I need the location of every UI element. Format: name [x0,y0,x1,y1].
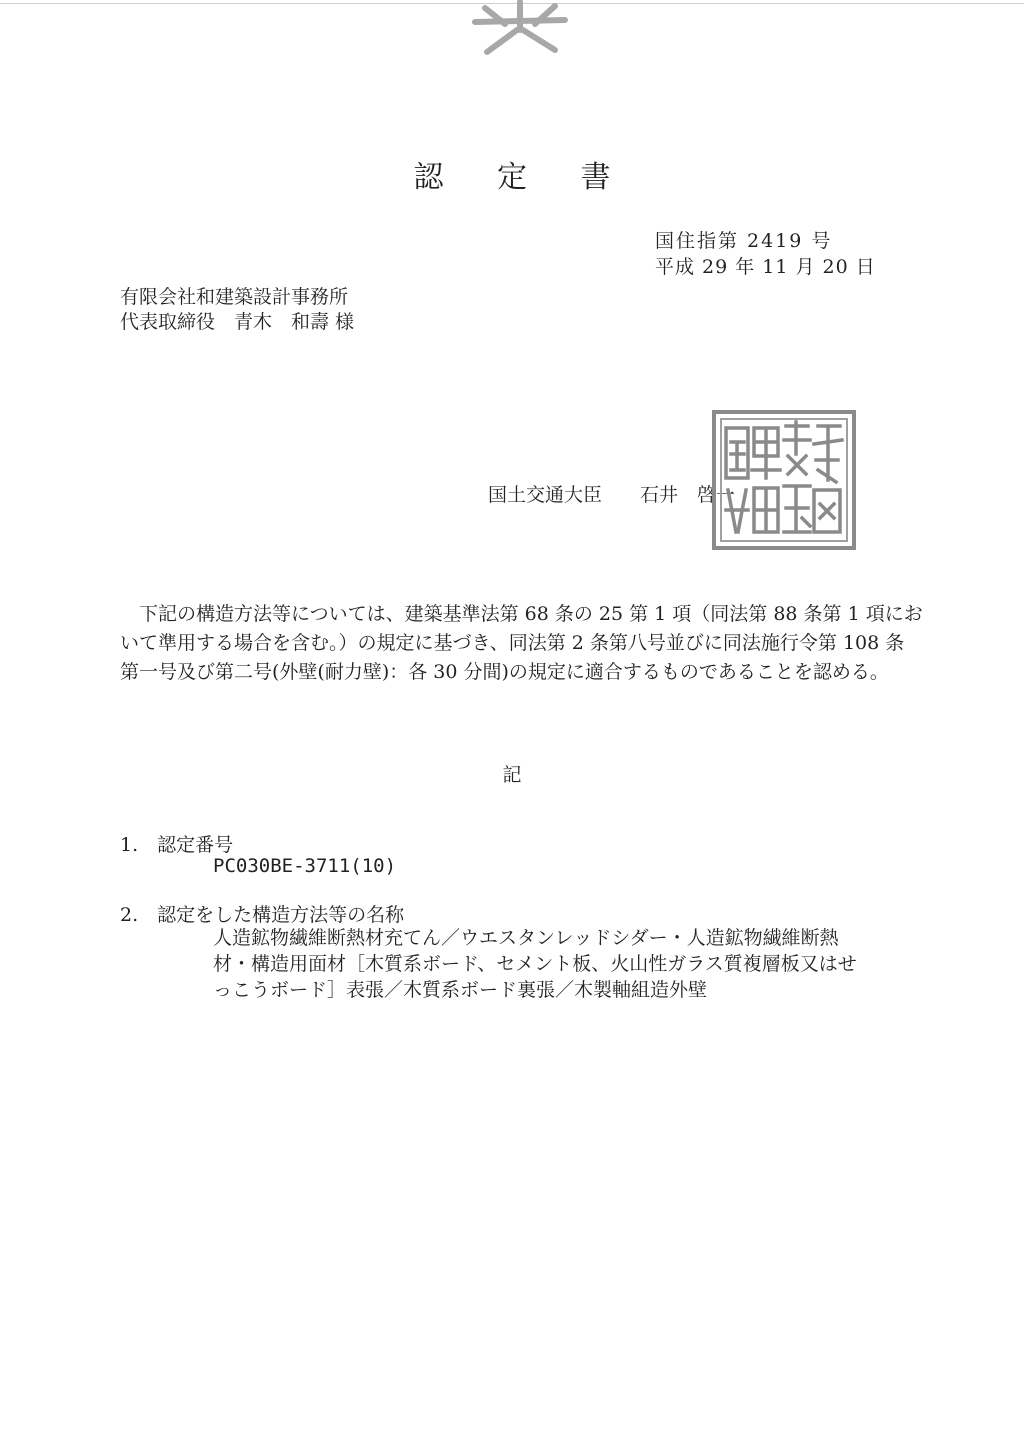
item-2-heading: 2. 認定をした構造方法等の名称 [120,904,405,926]
item-2-line: 人造鉱物繊維断熱材充てん／ウエスタンレッドシダー・人造鉱物繊維断熱 [213,927,839,949]
body-line: いて準用する場合を含む。）の規定に基づき、同法第 2 条第八号並びに同法施行令第 108 条 [120,632,905,654]
item-2-line: っこうボード］表張／木質系ボード裏張／木製軸組造外壁 [213,979,708,1001]
reference-number: 国住指第 2419 号 [655,230,833,252]
item-1-value: PC030BE-3711(10) [213,855,397,877]
issuer-name: 国土交通大臣 石井 啓一 [488,484,736,506]
recipient-company: 有限会社和建築設計事務所 [120,286,349,308]
body-line: 第一号及び第二号(外壁(耐力壁)：各 30 分間)の規定に適合するものであることを認める。 [120,661,889,683]
item-2-value [213,925,873,1003]
item-1-heading: 1. 認定番号 [120,834,234,856]
stamp-mark-top [455,0,585,55]
recipient-representative: 代表取締役 青木 和壽 様 [120,311,355,333]
ki-heading: 記 [502,764,522,786]
item-2-line: 材・構造用面材［木質系ボード、セメント板、火山性ガラス質複層板又はせ [213,953,857,975]
document-title: 認 定 書 [413,160,633,195]
certification-body [120,600,923,687]
body-line: 下記の構造方法等については、建築基準法第 68 条の 25 第 1 項（同法第 88 条第 1 項にお [120,603,923,625]
issue-date: 平成 29 年 11 月 20 日 [655,256,876,278]
official-seal [710,408,858,552]
